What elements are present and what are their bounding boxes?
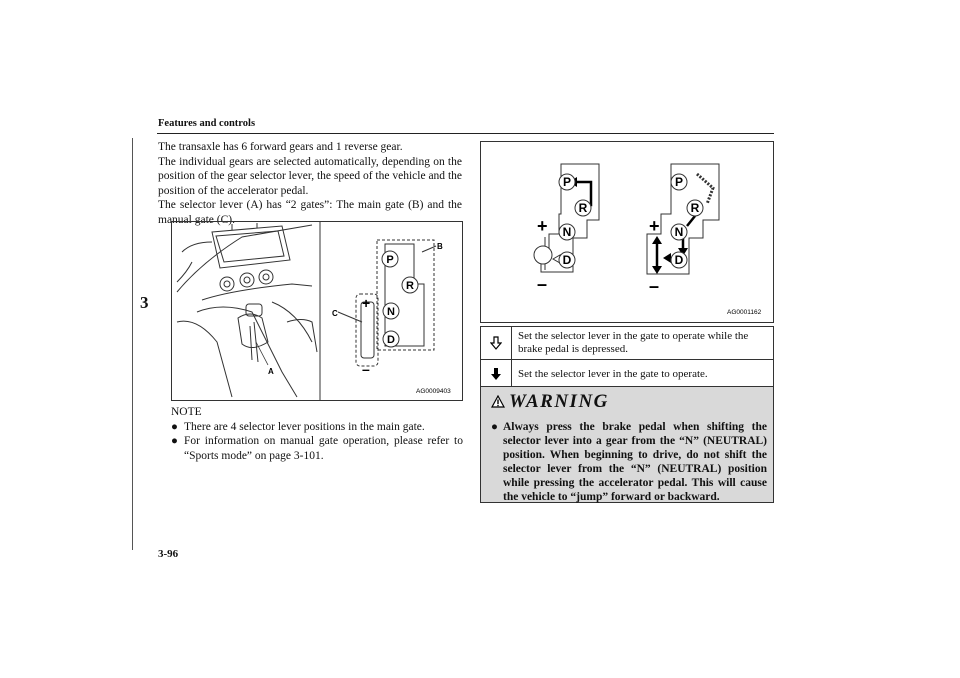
selector-lever-illustration [172, 222, 462, 400]
warning-box [480, 386, 774, 503]
figure-code: AG0009403 [416, 388, 451, 395]
chapter-number: 3 [140, 293, 149, 312]
intro-paragraph-2: The individual gears are selected automatically, depending on the position of the gear selector lever, the speed of the vehicle and the position of the accelerator pedal. [158, 155, 462, 197]
minus-sign: – [362, 361, 370, 377]
gear-d: D [387, 334, 395, 346]
bullet-icon: ● [171, 420, 178, 433]
gear-p-right: P [674, 175, 684, 189]
note-title: NOTE [171, 406, 202, 418]
gear-r-right: R [690, 201, 700, 215]
intro-paragraph-1: The transaxle has 6 forward gears and 1 reverse gear. [158, 141, 403, 153]
list-item [171, 420, 463, 435]
label-c: C [332, 309, 338, 318]
bullet-icon: ● [491, 421, 498, 433]
arrow-legend-table [480, 326, 774, 389]
legend-text: Set the selector lever in the gate to operate. [518, 367, 708, 380]
label-b: B [437, 242, 443, 251]
intro-paragraph-3: The selector lever (A) has “2 gates”: The main gate (B) and the manual gate (C). [158, 199, 462, 226]
header-rule [157, 133, 774, 134]
solid-down-arrow-icon [481, 360, 512, 388]
table-row [481, 327, 773, 360]
outlined-down-arrow-icon [481, 327, 512, 359]
figure-selector-lever-gates [171, 221, 463, 401]
figure-code: AG0001162 [727, 309, 762, 316]
gear-r: R [406, 280, 414, 292]
shift-pattern-illustration [481, 142, 773, 322]
warning-title: WARNING [509, 391, 609, 412]
warning-body [491, 420, 767, 504]
plus-sign: + [362, 295, 371, 311]
list-item [171, 434, 463, 463]
page-number: 3-96 [158, 548, 179, 560]
table-row [481, 360, 773, 388]
gear-n: N [387, 306, 395, 318]
figure-shift-patterns [480, 141, 774, 323]
gear-d-left: D [562, 253, 572, 267]
note-block [171, 405, 463, 463]
gear-p-left: P [562, 175, 572, 189]
note-item-text: For information on manual gate operation, please refer to “Sports mode” on page 3-101. [184, 435, 463, 462]
minus-sign-right: – [649, 276, 660, 296]
intro-text [158, 140, 462, 227]
warning-text: Always press the brake pedal when shifting the selector lever into a gear from the “N” (NEUTRAL) position. When beginning to drive, do not shift the selector lever from the “N” (NEUTRAL) position while pressing the accelerator pedal. This will cause the vehicle to “jump” forward or backward. [503, 421, 767, 503]
gear-p: P [386, 254, 394, 266]
chapter-tab-line [132, 138, 134, 550]
bullet-icon: ● [171, 435, 178, 447]
gear-n-left: N [562, 225, 572, 239]
page-header: Features and controls [158, 118, 256, 129]
gear-d-right: D [674, 253, 684, 267]
gear-n-right: N [674, 225, 684, 239]
warning-triangle-icon [491, 395, 505, 408]
legend-text: Set the selector lever in the gate to operate while the brake pedal is depressed. [518, 330, 749, 355]
plus-sign-left: + [537, 216, 548, 236]
plus-sign-right: + [649, 216, 660, 236]
minus-sign-left: – [537, 274, 548, 294]
note-item-text: There are 4 selector lever positions in the main gate. [184, 420, 425, 433]
gear-r-left: R [578, 201, 588, 215]
label-a: A [268, 367, 274, 376]
